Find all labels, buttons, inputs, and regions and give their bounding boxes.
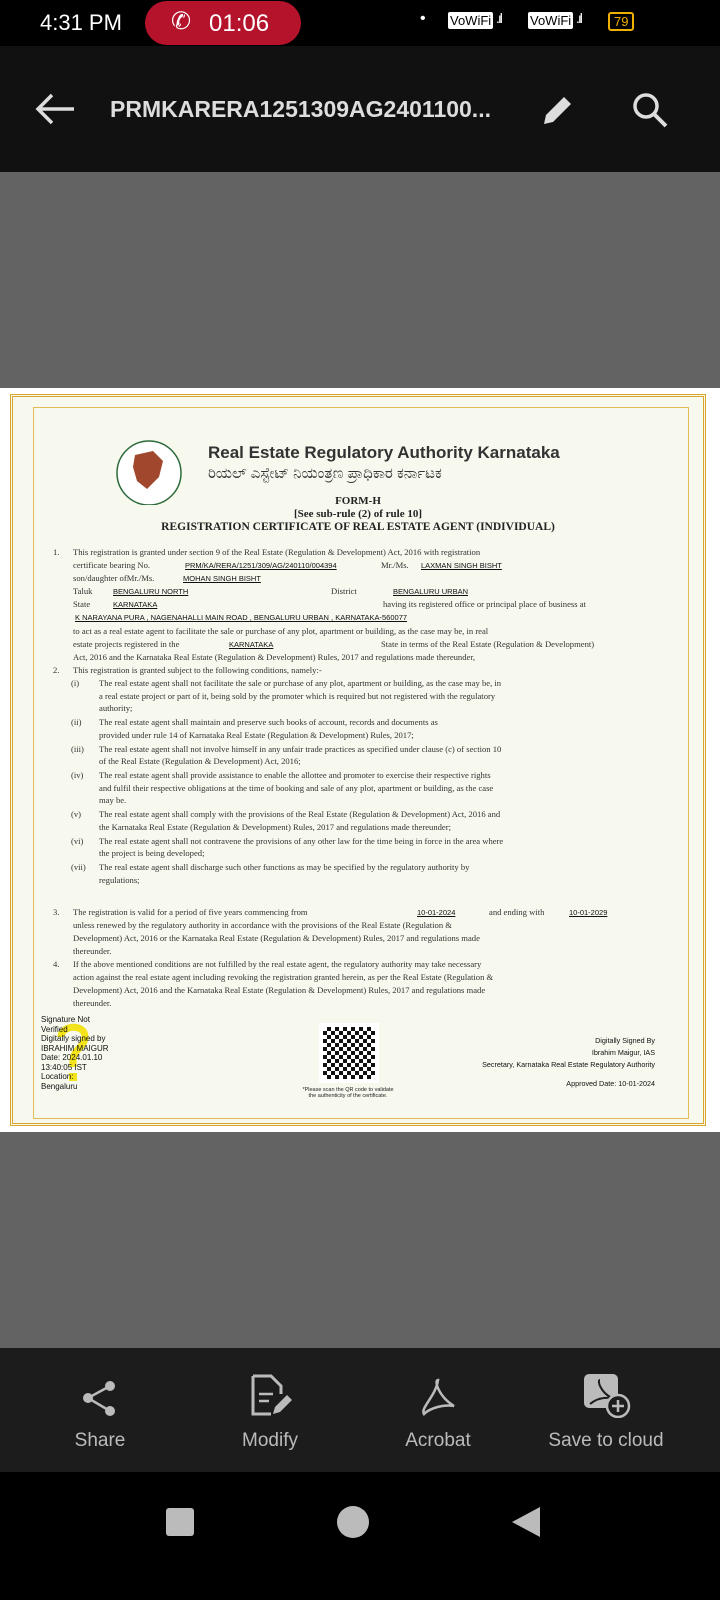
qr-note — [283, 1087, 413, 1099]
clause-text: Development) Act, 2016 or the Karnataka Real Estate (Regulation & Development) Rules, 2017 and regulations made — [73, 933, 480, 943]
condition-text: regulations; — [99, 874, 140, 885]
clause-text: estate projects registered in the — [73, 639, 180, 649]
call-chip[interactable] — [145, 1, 301, 45]
clause-number: 1. — [53, 547, 60, 557]
signal-icon-2: .ıl — [576, 10, 581, 26]
taluk: BENGALURU NORTH — [113, 587, 189, 596]
registration-number: PRM/KA/RERA/1251/309/AG/240110/004394 — [185, 561, 337, 570]
clause-number: 4. — [53, 959, 60, 969]
condition-number: (i) — [71, 678, 80, 688]
clause-text: This registration is granted under section 9 of the Real Estate (Regulation & Development) Act, 2016 with registration — [73, 547, 481, 557]
condition-number: (iv) — [71, 770, 84, 780]
project-state: KARNATAKA — [229, 640, 274, 649]
signature-left-line: Date: 2024.01.10 — [41, 1053, 103, 1062]
clause-number: 3. — [53, 907, 60, 917]
viewer-background-lower — [0, 1132, 720, 1348]
valid-from: 10-01-2024 — [417, 908, 456, 917]
agent-name: LAXMAN SINGH BISHT — [421, 561, 502, 570]
condition-number: (vii) — [71, 862, 86, 872]
clause-text: Act, 2016 and the Karnataka Real Estate (Regulation & Development) Rules, 2017 and regulations made thereunder, — [73, 652, 476, 662]
condition-text: the Karnataka Real Estate (Regulation & Development) Rules, 2017 and regulations made thereunder; — [99, 821, 451, 832]
district: BENGALURU URBAN — [393, 587, 469, 596]
digital-signature-left[interactable] — [41, 1015, 109, 1091]
clause-text: and ending with — [489, 907, 545, 917]
valid-to: 10-01-2029 — [569, 908, 608, 917]
status-bar — [0, 0, 720, 46]
save-to-cloud-button[interactable] — [516, 1348, 696, 1472]
condition-text: authority; — [99, 703, 133, 713]
condition-number: (vi) — [71, 835, 84, 846]
search-icon[interactable] — [630, 90, 670, 130]
condition-text: a real estate project or part of it, being sold by the promoter which is required but not registered with the regulatory — [99, 690, 496, 701]
document-title: PRMKARERA1251309AG2401100... — [110, 96, 491, 122]
condition-number: (v) — [71, 809, 82, 819]
signal-icon: .ıl — [496, 10, 501, 26]
bottom-toolbar — [0, 1348, 720, 1472]
condition-text: may be. — [99, 795, 127, 805]
authority-name-en: Real Estate Regulatory Authority Karnataka — [208, 443, 560, 462]
signature-right-line: Digitally Signed By — [595, 1036, 655, 1045]
edit-pencil-icon[interactable] — [540, 92, 576, 128]
condition-text: The real estate agent shall not involve himself in any unfair trade practices as specified under clause (c) of section 10 — [99, 743, 502, 754]
phone-icon: ✆ — [171, 8, 192, 35]
signature-left-line: 13:40:05 IST — [41, 1062, 87, 1072]
acrobat-button[interactable] — [348, 1348, 528, 1472]
signature-left-line: Location: — [41, 1072, 74, 1081]
clause-text: State in terms of the Real Estate (Regulation & Development) — [381, 639, 595, 649]
signature-right-line: Secretary, Karnataka Real Estate Regulatory Authority — [482, 1060, 655, 1069]
condition-number: (iii) — [71, 743, 84, 754]
clause-text: to act as a real estate agent to facilitate the sale or purchase of any plot, apartment or building, as the case may be, in real — [73, 626, 489, 636]
share-icon — [80, 1378, 120, 1418]
approved-date: Approved Date: 10-01-2024 — [566, 1079, 655, 1088]
condition-text: The real estate agent shall not contravene the provisions of any other law for the time being in force in the area where — [99, 835, 504, 846]
clause-number: 2. — [53, 665, 60, 675]
modify-document-icon — [247, 1374, 293, 1418]
system-nav-bar — [0, 1472, 720, 1600]
dot-icon: • — [420, 10, 426, 27]
signature-right-line: Ibrahim Maigur, IAS — [591, 1048, 655, 1057]
clause-text: thereunder. — [73, 946, 112, 956]
save-to-cloud-label: Save to cloud — [548, 1430, 664, 1451]
condition-number: (ii) — [71, 717, 82, 727]
qr-note-line: the authenticity of the certificate. — [308, 1093, 388, 1099]
digital-signature-right — [443, 1035, 655, 1071]
certificate-heading: REGISTRATION CERTIFICATE OF REAL ESTATE AGENT (INDIVIDUAL) — [161, 521, 555, 533]
parent-name: MOHAN SINGH BISHT — [183, 574, 261, 583]
signature-left-line: Signature Not — [41, 1015, 90, 1024]
address: K NARAYANA PURA , NAGENAHALLI MAIN ROAD , BENGALURU URBAN , KARNATAKA-560077 — [75, 613, 408, 622]
modify-button[interactable] — [180, 1348, 360, 1472]
clause-text: If the above mentioned conditions are not fulfilled by the real estate agent, the regulatory authority may take necessary — [73, 959, 482, 969]
vowifi-badge-2: VoWiFi — [530, 13, 572, 28]
condition-text: The real estate agent shall provide assistance to enable the allottee and promoter to exercise their respective rights — [99, 770, 491, 780]
battery-icon: 79 — [608, 12, 634, 31]
clause-text: The registration is valid for a period of five years commencing from — [73, 907, 308, 917]
share-button[interactable] — [10, 1348, 190, 1472]
certificate-page[interactable] — [0, 388, 720, 1132]
recents-button[interactable] — [166, 1508, 194, 1536]
clause-text: certificate bearing No. — [73, 560, 151, 570]
qr-code — [319, 1023, 379, 1083]
condition-text: provided under rule 14 of Karnataka Real Estate (Regulation & Development) Rules, 2017; — [99, 729, 414, 740]
vowifi-badge: VoWiFi — [450, 13, 492, 28]
qr-note-line: *Please scan the QR code to validate — [302, 1087, 394, 1093]
condition-text: The real estate agent shall maintain and preserve such books of account, records and documents as — [99, 717, 438, 727]
home-button[interactable] — [337, 1506, 369, 1538]
clause-text: having its registered office or principal place of business at — [383, 599, 586, 609]
call-timer: 01:06 — [209, 10, 270, 37]
form-label: FORM-H — [335, 495, 381, 507]
clause-text: District — [331, 586, 357, 596]
clause-text: This registration is granted subject to the following conditions, namely:- — [73, 665, 322, 675]
acrobat-label: Acrobat — [405, 1430, 471, 1451]
signature-left-line: IBRAHIM MAIGUR — [41, 1043, 109, 1053]
condition-text: of the Real Estate (Regulation & Development) Act, 2016; — [99, 756, 301, 766]
condition-text: The real estate agent shall comply with the provisions of the Real Estate (Regulation & Development) Act, 2016 and — [99, 809, 501, 819]
save-to-cloud-icon — [580, 1372, 632, 1418]
clause-text: action against the real estate agent including revoking the registration granted herein, as per the Real Estate (Regulation & — [73, 972, 494, 982]
clause-text: State — [73, 599, 91, 609]
clause-text: Taluk — [73, 586, 93, 596]
subrule-label: [See sub-rule (2) of rule 10] — [293, 508, 422, 520]
condition-text: and fulfil their respective obligations at the time of booking and sale of any plot, apartment or building, as the case — [99, 782, 494, 793]
clause-text: unless renewed by the regulatory authority in accordance with the provisions of the Real Estate (Regulation & — [73, 920, 452, 930]
modify-label: Modify — [242, 1430, 298, 1451]
share-label: Share — [74, 1430, 126, 1451]
clause-text: son/daughter ofMr./Ms. — [73, 573, 155, 583]
app-bar — [0, 46, 720, 172]
state: KARNATAKA — [113, 600, 158, 609]
back-button[interactable] — [510, 1505, 542, 1539]
clause-text: thereunder. — [73, 998, 112, 1008]
clause-text: Development) Act, 2016 and the Karnataka Real Estate (Regulation & Development) Rules, 2017 and regulations made — [73, 985, 486, 995]
condition-text: The real estate agent shall discharge such other functions as may be specified by the regulatory authority by — [99, 862, 470, 872]
acrobat-icon — [418, 1376, 458, 1418]
condition-text: The real estate agent shall not facilitate the sale or purchase of any plot, apartment or building, as the case may be, in — [99, 678, 502, 688]
clock: 4:31 PM — [40, 10, 122, 35]
back-arrow-icon[interactable] — [34, 92, 76, 126]
signature-left-line: Digitally signed by — [41, 1034, 106, 1043]
signature-left-line: Verified — [41, 1024, 68, 1034]
authority-name-kn: ರಿಯಲ್ ಎಸ್ಟೇಟ್ ನಿಯಂತ್ರಣ ಪ್ರಾಧಿಕಾರ ಕರ್ನಾಟಕ — [208, 465, 442, 482]
signature-left-line: Bengaluru — [41, 1081, 78, 1091]
clause-text: Mr./Ms. — [381, 560, 409, 570]
certificate-border — [10, 394, 706, 1126]
viewer-background — [0, 172, 720, 388]
condition-text: the project is being developed; — [99, 848, 205, 858]
